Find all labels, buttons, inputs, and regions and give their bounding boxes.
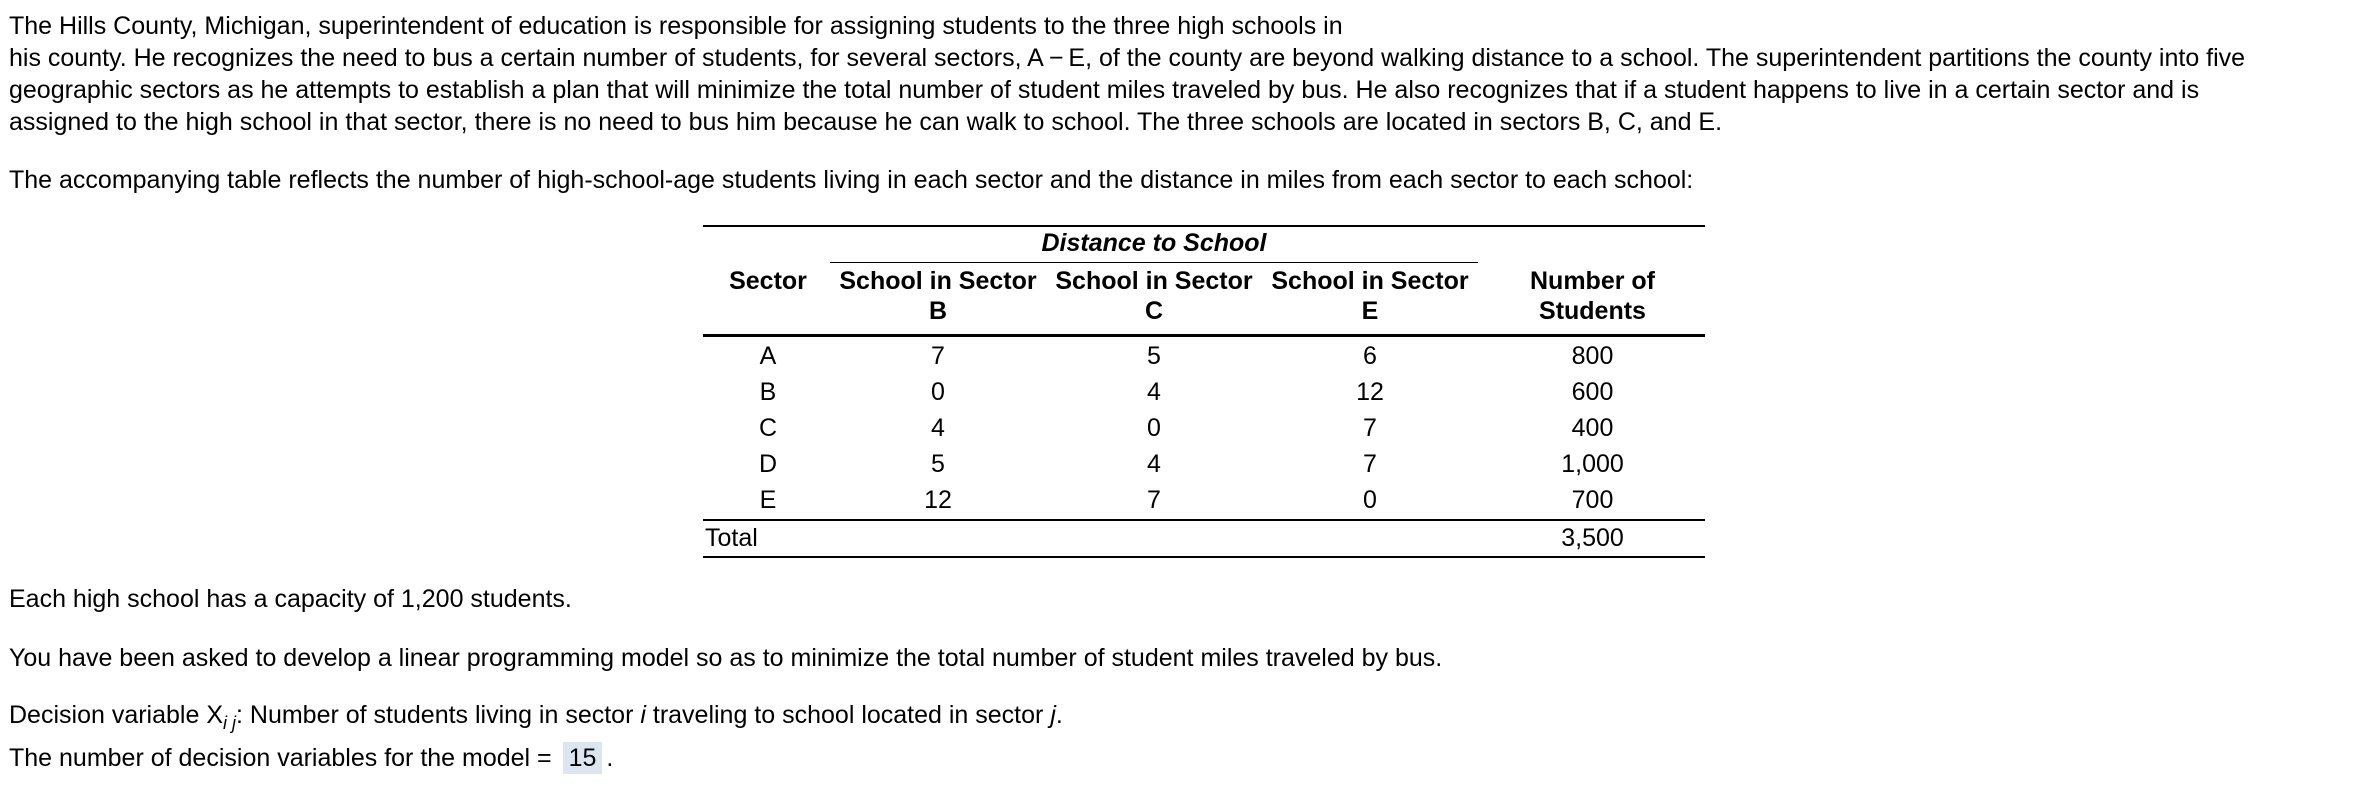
- col-header-sector: Sector: [729, 267, 807, 295]
- dv-index-j: j: [1050, 701, 1056, 729]
- cell-sector: E: [759, 486, 777, 514]
- col-header-students: [1480, 266, 1705, 326]
- dv-text: : Number of students living in sector: [236, 701, 641, 729]
- cell-distance-e: 12: [1356, 378, 1384, 406]
- col-header-line: Number of: [1530, 267, 1655, 295]
- cell-distance-e: 0: [1363, 486, 1377, 514]
- table-bottom-rule: [703, 556, 1705, 558]
- cell-distance-c: 0: [1147, 414, 1161, 442]
- col-header-line: B: [928, 297, 948, 325]
- group-header-rule: [830, 262, 1478, 263]
- table-top-rule: [703, 225, 1705, 227]
- dv-index-i: i: [640, 701, 646, 729]
- total-students: 3,500: [1561, 524, 1624, 552]
- cell-distance-b: 12: [924, 486, 952, 514]
- problem-intro: [9, 10, 2245, 138]
- cell-distance-c: 5: [1147, 342, 1161, 370]
- col-header-line: C: [1144, 297, 1164, 325]
- cell-sector: A: [759, 342, 777, 370]
- total-top-rule: [703, 519, 1705, 521]
- cell-distance-e: 7: [1363, 450, 1377, 478]
- capacity-note: Each high school has a capacity of 1,200 students.: [9, 585, 572, 613]
- col-header-line: School in Sector: [1055, 267, 1253, 295]
- cell-students: 400: [1571, 414, 1614, 442]
- num-vars-suffix: .: [606, 744, 614, 772]
- cell-distance-c: 4: [1147, 450, 1161, 478]
- cell-students: 600: [1571, 378, 1614, 406]
- intro-line: geographic sectors as he attempts to establish a plan that will minimize the total number of student miles traveled by bus. He also recognizes that if a student happens to live in a certain sector and is: [9, 76, 2200, 104]
- cell-distance-e: 7: [1363, 414, 1377, 442]
- intro-line: assigned to the high school in that sector, there is no need to bus him because he can walk to school. The three schools are located in sectors B, C, and E.: [9, 108, 1723, 136]
- dv-subscript: i j: [223, 713, 236, 733]
- cell-sector: D: [758, 450, 778, 478]
- group-header: Distance to School: [1041, 229, 1267, 257]
- intro-line: The Hills County, Michigan, superintendent of education is responsible for assigning students to the three high schools in: [9, 12, 1343, 40]
- col-header-line: School in Sector: [839, 267, 1037, 295]
- cell-students: 1,000: [1561, 450, 1624, 478]
- num-vars-label: The number of decision variables for the model =: [9, 744, 559, 772]
- total-label: Total: [705, 524, 758, 552]
- cell-distance-e: 6: [1363, 342, 1377, 370]
- table-intro: The accompanying table reflects the number of high-school-age students living in each sector and the distance in miles from each sector to each school:: [9, 166, 1694, 194]
- col-header-line: E: [1361, 297, 1379, 325]
- cell-distance-c: 4: [1147, 378, 1161, 406]
- task-note: You have been asked to develop a linear programming model so as to minimize the total number of student miles traveled by bus.: [9, 644, 1443, 672]
- cell-distance-c: 7: [1147, 486, 1161, 514]
- cell-students: 800: [1571, 342, 1614, 370]
- decision-variable-definition: [9, 699, 1063, 731]
- cell-sector: C: [758, 414, 778, 442]
- col-header-school-e: [1262, 266, 1478, 326]
- col-header-school-b: [830, 266, 1046, 326]
- cell-students: 700: [1571, 486, 1614, 514]
- col-header-school-c: [1046, 266, 1262, 326]
- cell-distance-b: 7: [931, 342, 945, 370]
- cell-distance-b: 5: [931, 450, 945, 478]
- col-header-line: Students: [1539, 297, 1646, 325]
- num-decision-variables: [9, 742, 613, 774]
- answer-input[interactable]: 15: [563, 742, 603, 774]
- cell-distance-b: 4: [931, 414, 945, 442]
- header-bottom-rule: [703, 334, 1705, 337]
- cell-sector: B: [759, 378, 777, 406]
- cell-distance-b: 0: [931, 378, 945, 406]
- dv-prefix: Decision variable X: [9, 701, 223, 729]
- dv-text: .: [1055, 701, 1063, 729]
- col-header-line: School in Sector: [1271, 267, 1469, 295]
- dv-text: traveling to school located in sector: [645, 701, 1051, 729]
- intro-line: his county. He recognizes the need to bus a certain number of students, for several sectors, A − E, of the county are beyond walking distance to a school. The superintendent partitions the county into five: [9, 44, 2246, 72]
